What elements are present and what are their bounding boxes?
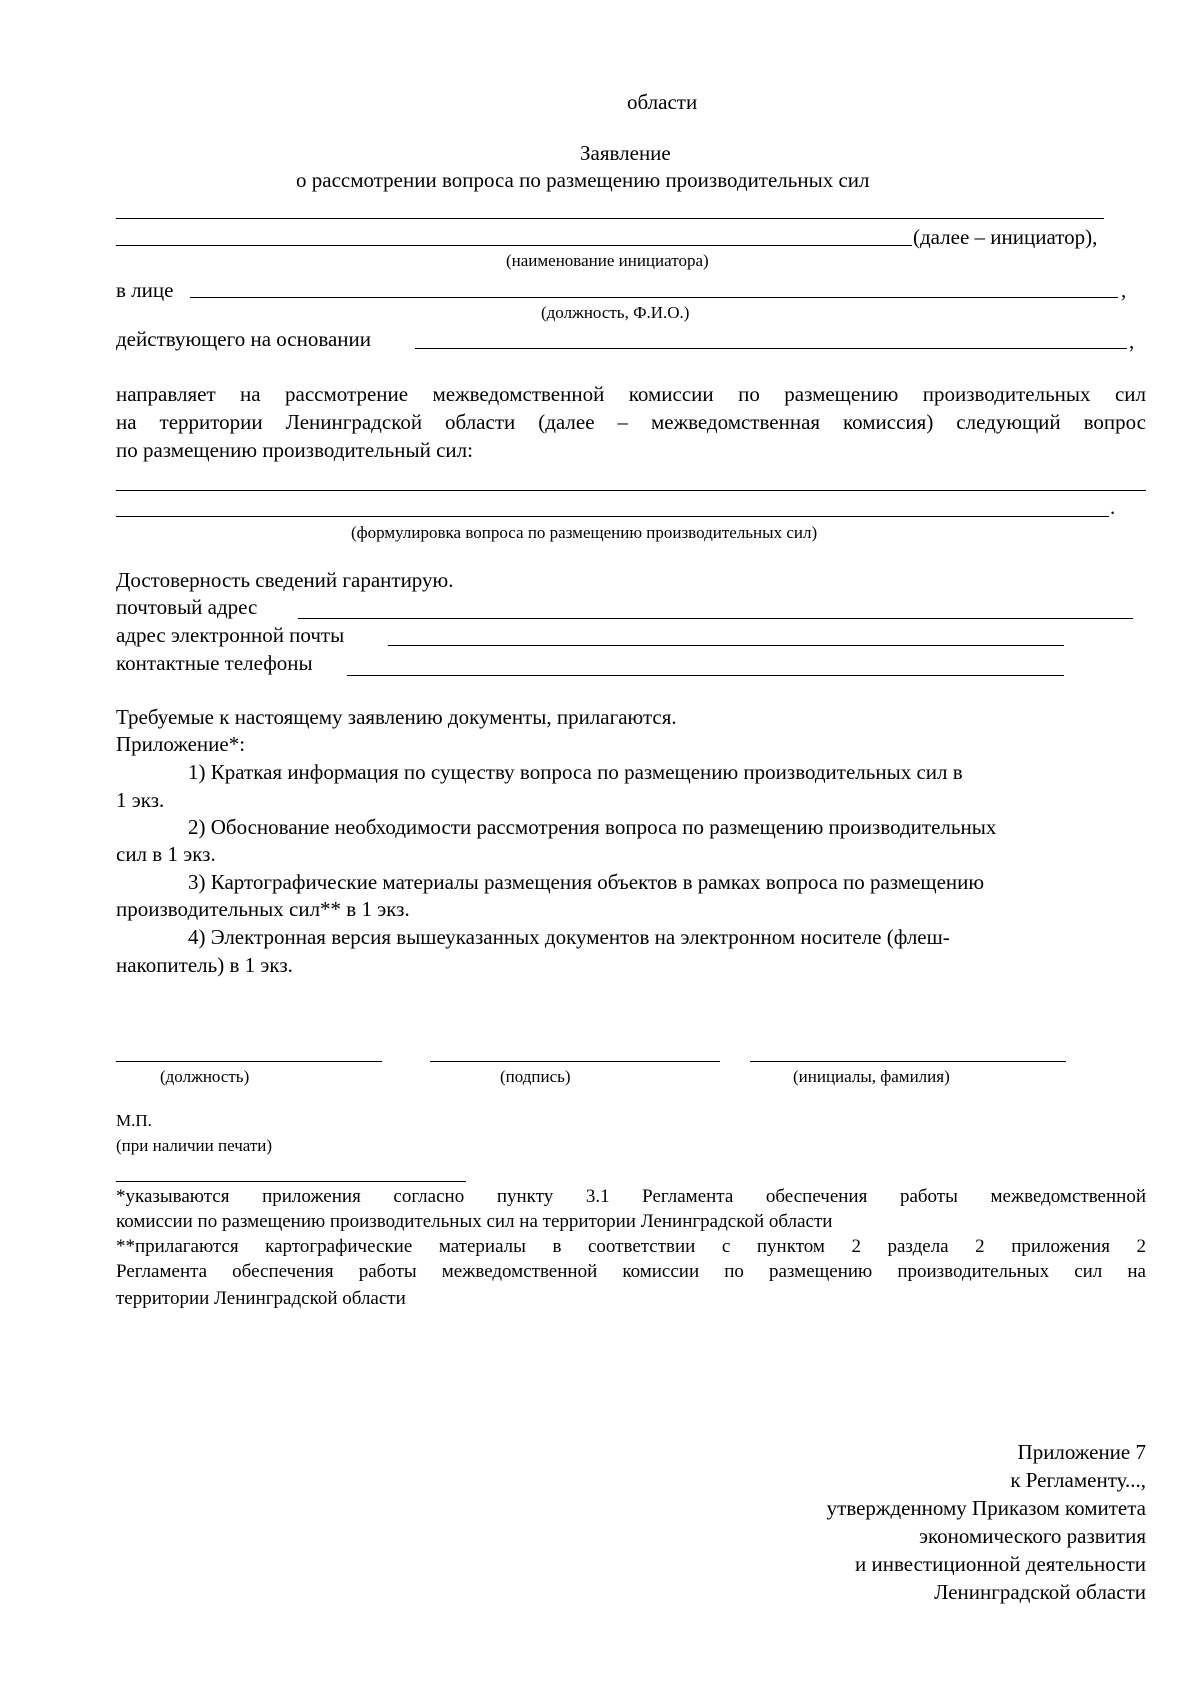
initiator-caption: (наименование инициатора) <box>506 251 709 270</box>
request-line-2: на территории Ленинградской области (далее – межведомственная комиссия) следующий вопрос <box>116 410 1146 434</box>
appendix-line-3: утвержденному Приказом комитета <box>826 1496 1146 1520</box>
attachment-item-4: 4) Электронная версия вышеуказанных документов на электронном носителе (флеш- <box>188 925 950 949</box>
attachment-item-3-cont: производительных сил** в 1 экз. <box>116 897 410 921</box>
email-label: адрес электронной почты <box>116 623 345 647</box>
initiator-name-line-2[interactable] <box>116 245 912 246</box>
attachment-item-2-cont: сил в 1 экз. <box>116 842 216 866</box>
attachments-intro: Требуемые к настоящему заявлению документы, прилагаются. <box>116 705 677 729</box>
appendix-line-6: Ленинградской области <box>934 1580 1146 1604</box>
in-person-label: в лице <box>116 278 174 302</box>
signature-name-line[interactable] <box>750 1061 1066 1062</box>
position-caption: (должность, Ф.И.О.) <box>541 303 690 322</box>
document-title: Заявление <box>580 141 671 165</box>
request-line-3: по размещению производительный сил: <box>116 438 473 462</box>
phones-line[interactable] <box>347 675 1064 676</box>
footnote-separator <box>116 1181 466 1182</box>
footnote-2-line-1: **прилагаются картографические материалы в соответствии с пунктом 2 раздела 2 приложения 2 <box>116 1236 1146 1257</box>
email-line[interactable] <box>388 645 1064 646</box>
question-line-1[interactable] <box>116 490 1146 491</box>
initiator-name-line-1[interactable] <box>116 218 1104 219</box>
appendix-line-5: и инвестиционной деятельности <box>855 1552 1146 1576</box>
basis-line[interactable] <box>415 348 1127 349</box>
question-caption: (формулировка вопроса по размещению производительных сил) <box>351 523 818 542</box>
footnote-2-line-3: территории Ленинградской области <box>116 1288 406 1309</box>
signature-position-line[interactable] <box>116 1061 382 1062</box>
attachment-item-4-cont: накопитель) в 1 экз. <box>116 953 293 977</box>
signature-name-caption: (инициалы, фамилия) <box>793 1067 950 1086</box>
footnote-1-line-1: *указываются приложения согласно пункту 3.1 Регламента обеспечения работы межведомственной <box>116 1186 1146 1207</box>
attachment-item-2: 2) Обоснование необходимости рассмотрения вопроса по размещению производительных <box>188 815 997 839</box>
attachment-item-1: 1) Краткая информация по существу вопроса по размещению производительных сил в <box>188 760 963 784</box>
signature-sign-caption: (подпись) <box>500 1067 571 1086</box>
postal-address-line[interactable] <box>298 618 1133 619</box>
in-person-comma: , <box>1121 278 1127 302</box>
question-line-2[interactable] <box>116 516 1109 517</box>
initiator-suffix: (далее – инициатор), <box>913 225 1098 249</box>
appendix-line-2: к Регламенту..., <box>1010 1468 1146 1492</box>
signature-sign-line[interactable] <box>430 1061 720 1062</box>
phones-label: контактные телефоны <box>116 651 313 675</box>
request-line-1: направляет на рассмотрение межведомственной комиссии по размещению производительных сил <box>116 382 1146 406</box>
question-end-period: . <box>1110 495 1116 519</box>
postal-address-label: почтовый адрес <box>116 595 258 619</box>
guarantee-text: Достоверность сведений гарантирую. <box>116 568 454 592</box>
appendix-line-4: экономического развития <box>918 1524 1146 1548</box>
attachments-label: Приложение*: <box>116 732 246 756</box>
stamp-label: М.П. <box>116 1111 152 1130</box>
basis-comma: , <box>1129 329 1135 353</box>
signature-position-caption: (должность) <box>160 1067 250 1086</box>
in-person-line[interactable] <box>190 297 1118 298</box>
oblast-heading: области <box>627 90 698 114</box>
document-subtitle: о рассмотрении вопроса по размещению производительных сил <box>296 168 870 192</box>
basis-label: действующего на основании <box>116 327 372 351</box>
footnote-1-line-2: комиссии по размещению производительных сил на территории Ленинградской области <box>116 1211 833 1232</box>
stamp-note: (при наличии печати) <box>116 1136 273 1155</box>
footnote-2-line-2: Регламента обеспечения работы межведомственной комиссии по размещению производительных сил на <box>116 1261 1146 1282</box>
appendix-line-1: Приложение 7 <box>1017 1440 1146 1464</box>
attachment-item-3: 3) Картографические материалы размещения объектов в рамках вопроса по размещению <box>188 870 985 894</box>
attachment-item-1-cont: 1 экз. <box>116 788 165 812</box>
